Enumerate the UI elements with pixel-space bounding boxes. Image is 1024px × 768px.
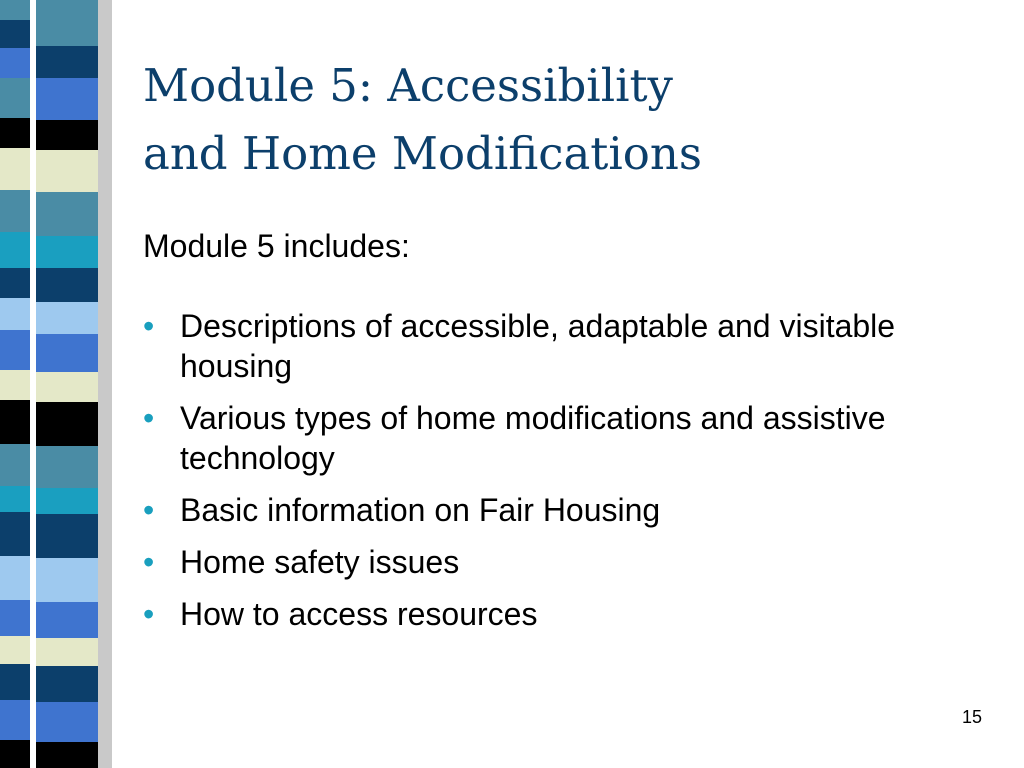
bullet-text: Descriptions of accessible, adaptable and visitable housing [180,308,896,384]
bullet-item [143,594,963,634]
stripe-block [0,636,30,664]
stripe-block [0,268,30,298]
stripe-block [36,150,98,192]
bullet-icon: • [143,400,155,436]
slide-title [143,52,702,188]
stripe-block [0,600,30,636]
stripe-block [0,118,30,148]
bullet-list [143,306,963,646]
stripe-block [0,78,30,118]
bullet-icon: • [143,308,155,344]
stripe-block [36,488,98,514]
stripe-block [0,48,30,78]
stripe-block [0,486,30,512]
stripe-block [0,512,30,556]
stripe-block [36,742,98,768]
slide-title-line-2: and Home Modifications [143,127,702,180]
stripe-gap [30,0,36,768]
stripe-block [36,268,98,302]
page-number: 15 [962,707,983,727]
stripe-block [0,556,30,600]
bullet-icon: • [143,492,155,528]
slide-title-line-1: Module 5: Accessibility [143,59,673,112]
stripe-block [0,232,30,268]
stripe-block [0,444,30,486]
stripe-block [36,702,98,742]
stripe-block [36,402,98,446]
bullet-icon: • [143,596,155,632]
stripe-block [0,20,30,48]
stripe-block [36,514,98,558]
stripe-block [0,190,30,232]
stripe-block [36,446,98,488]
stripe-block [36,78,98,120]
stripe-block [0,330,30,370]
bullet-item [143,490,963,530]
stripe-blocks [0,0,112,768]
bullet-item [143,398,963,478]
stripe-block [0,148,30,190]
stripe-block [0,400,30,444]
stripe-block [36,334,98,372]
stripe-block [36,0,98,46]
stripe-block [36,666,98,702]
bullet-text: How to access resources [180,596,538,632]
stripe-block [36,372,98,402]
decorative-stripe-bar [0,0,120,768]
stripe-block [0,370,30,400]
intro-text: Module 5 includes: [143,228,410,264]
stripe-block [0,298,30,330]
bullet-item [143,306,963,386]
stripe-block [36,638,98,666]
stripe-block [36,558,98,602]
bullet-text: Home safety issues [180,544,460,580]
stripe-block [0,700,30,740]
stripe-block [36,302,98,334]
stripe-shadow [98,0,112,768]
stripe-block [36,192,98,236]
stripe-block [36,120,98,150]
bullet-text: Various types of home modifications and assistive technology [180,400,886,476]
bullet-text: Basic information on Fair Housing [180,492,661,528]
stripe-block [0,0,30,20]
stripe-block [0,740,30,768]
stripe-block [36,46,98,78]
stripe-block [0,664,30,700]
stripe-block [36,602,98,638]
bullet-icon: • [143,544,155,580]
stripe-block [36,236,98,268]
bullet-item [143,542,963,582]
